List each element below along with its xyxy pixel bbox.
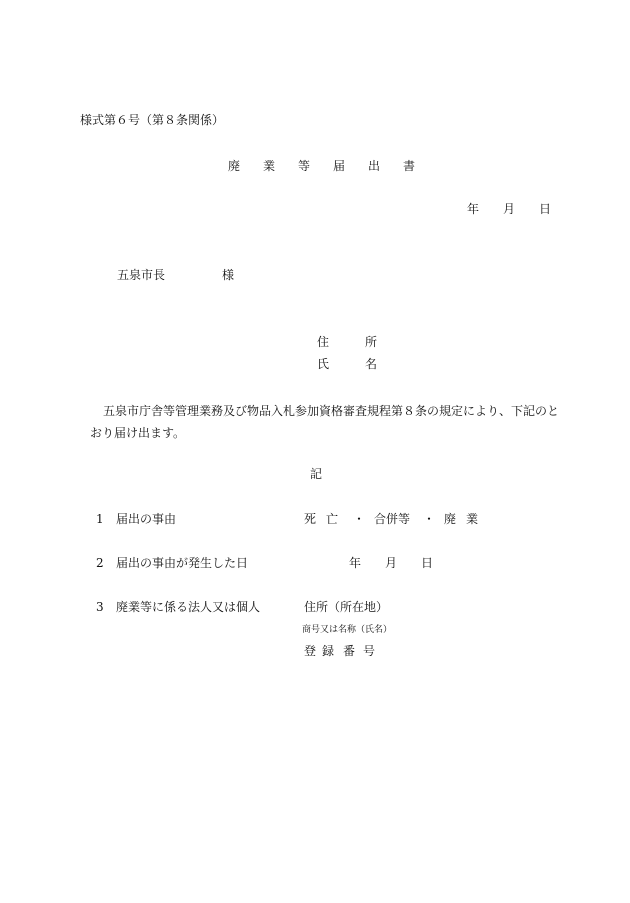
registration-label-1: 登 <box>304 644 317 658</box>
reason-option: 亡 <box>326 512 339 526</box>
applicant-name-label-2: 名 <box>365 357 378 371</box>
date-month: 月 <box>503 202 516 216</box>
date-day: 日 <box>539 202 552 216</box>
title-char: 書 <box>403 159 416 173</box>
addressee-honorific: 様 <box>222 268 235 282</box>
item-number: 1 <box>96 512 104 526</box>
corp-address-label: 住所（所在地） <box>304 600 389 614</box>
item-number: 2 <box>96 556 104 570</box>
title-char: 出 <box>368 159 381 173</box>
reason-option: 合併等 <box>374 512 411 526</box>
applicant-name-label-1: 氏 <box>317 357 330 371</box>
addressee-name: 五泉市長 <box>117 268 166 282</box>
item-label: 廃業等に係る法人又は個人 <box>116 600 261 614</box>
title-char: 業 <box>263 159 276 173</box>
occurrence-day: 日 <box>421 556 434 570</box>
registration-label-4: 号 <box>363 644 376 658</box>
reason-separator: ・ <box>423 512 436 526</box>
applicant-address-label-1: 住 <box>317 335 330 349</box>
body-line-1: 五泉市庁舎等管理業務及び物品入札参加資格審査規程第８条の規定により、下記のと <box>103 404 560 418</box>
registration-label-2: 録 <box>322 644 335 658</box>
title-char: 届 <box>333 159 346 173</box>
occurrence-year: 年 <box>349 556 362 570</box>
reason-option: 死 <box>304 512 317 526</box>
reason-option: 廃 <box>444 512 457 526</box>
item-label: 届出の事由が発生した日 <box>116 556 249 570</box>
item-number: 3 <box>96 600 104 614</box>
corp-trade-name-label: 商号又は名称（氏名） <box>302 625 393 635</box>
applicant-address-label-2: 所 <box>365 335 378 349</box>
title-char: 廃 <box>228 159 241 173</box>
form-label: 様式第６号（第８条関係） <box>80 113 225 127</box>
document-title <box>228 158 415 174</box>
body-line-2: おり届け出ます。 <box>90 426 186 440</box>
item-label: 届出の事由 <box>116 512 177 526</box>
title-char: 等 <box>298 159 311 173</box>
registration-label-3: 番 <box>343 644 356 658</box>
ki-heading: 記 <box>310 467 323 481</box>
reason-option: 業 <box>466 512 479 526</box>
date-year: 年 <box>467 202 480 216</box>
occurrence-month: 月 <box>385 556 398 570</box>
reason-separator: ・ <box>353 512 366 526</box>
